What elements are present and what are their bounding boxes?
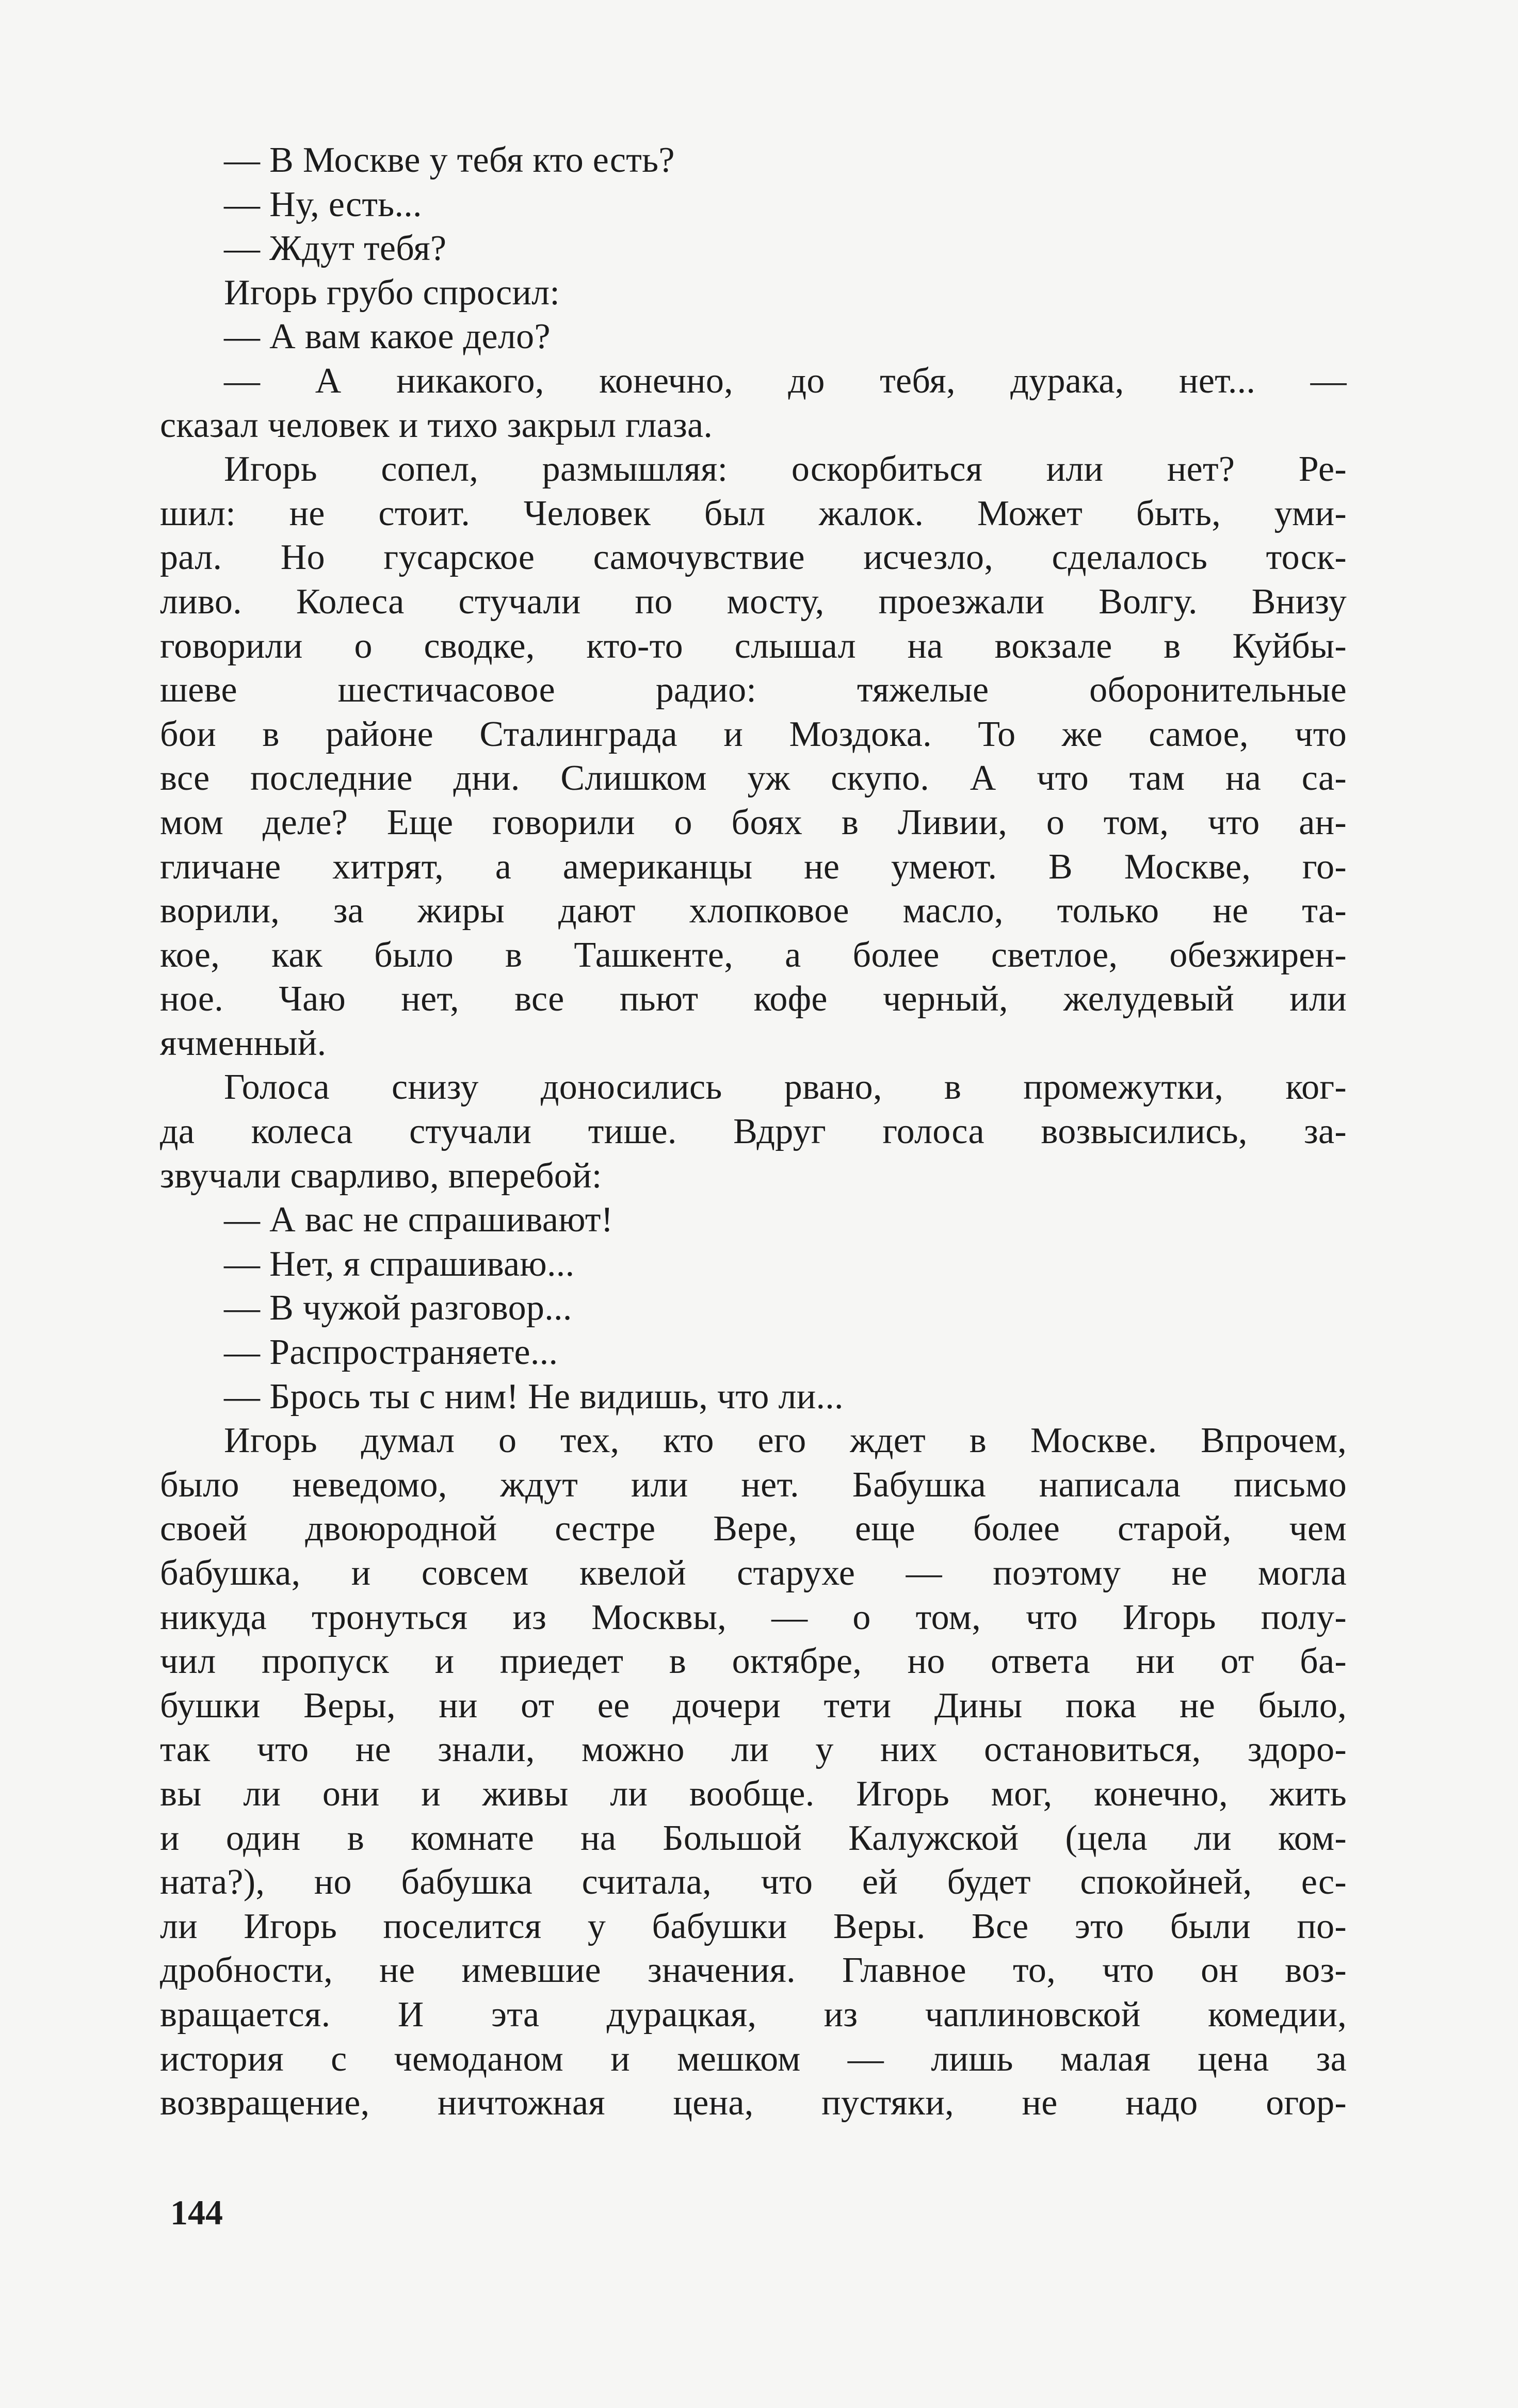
- text-line: шеве шестичасовое радио: тяжелые оборонительные: [160, 670, 1347, 710]
- text-line: своей двоюродной сестре Вере, еще более старой, чем: [160, 1509, 1347, 1549]
- text-line: ли Игорь поселится у бабушки Веры. Все это были по-: [160, 1906, 1347, 1946]
- text-line: ливо. Колеса стучали по мосту, проезжали Волгу. Внизу: [160, 581, 1347, 622]
- page-body-text: [160, 138, 1347, 2125]
- text-line: Игорь сопел, размышляя: оскорбиться или нет? Ре-: [224, 449, 1347, 490]
- text-line: ячменный.: [160, 1023, 327, 1063]
- text-line: дробности, не имевшие значения. Главное то, что он воз-: [160, 1950, 1347, 1991]
- text-line: было неведомо, ждут или нет. Бабушка написала письмо: [160, 1465, 1347, 1505]
- text-line: звучали сварливо, вперебой:: [160, 1156, 602, 1196]
- text-line: Голоса снизу доносились рвано, в промежутки, ког-: [224, 1067, 1347, 1108]
- text-line: гличане хитрят, а американцы не умеют. В Москве, го-: [160, 847, 1347, 887]
- text-line: сказал человек и тихо закрыл глаза.: [160, 405, 713, 445]
- text-line: — Распространяете...: [224, 1332, 558, 1373]
- text-line: возвращение, ничтожная цена, пустяки, не надо огор-: [160, 2083, 1347, 2123]
- text-line: — Ну, есть...: [224, 184, 422, 224]
- text-line: ное. Чаю нет, все пьют кофе черный, желудевый или: [160, 979, 1347, 1019]
- text-line: — А вам какое дело?: [224, 317, 551, 357]
- text-line: и один в комнате на Большой Калужской (цела ли ком-: [160, 1818, 1347, 1858]
- text-line: — Брось ты с ним! Не видишь, что ли...: [224, 1376, 844, 1417]
- text-line: кое, как было в Ташкенте, а более светлое, обезжирен-: [160, 935, 1347, 975]
- text-line: бои в районе Сталинграда и Моздока. То же самое, что: [160, 714, 1347, 754]
- page-number: 144: [170, 2193, 223, 2232]
- text-line: — В чужой разговор...: [224, 1288, 572, 1328]
- text-line: шил: не стоит. Человек был жалок. Может быть, уми-: [160, 493, 1347, 533]
- text-line: ворили, за жиры дают хлопковое масло, только не та-: [160, 891, 1347, 931]
- text-line: говорили о сводке, кто-то слышал на вокзале в Куйбы-: [160, 626, 1347, 666]
- text-line: да колеса стучали тише. Вдруг голоса возвысились, за-: [160, 1112, 1347, 1152]
- text-line: вращается. И эта дурацкая, из чаплиновской комедии,: [160, 1994, 1347, 2035]
- text-line: так что не знали, можно ли у них остановиться, здоро-: [160, 1730, 1347, 1770]
- text-line: чил пропуск и приедет в октябре, но ответа ни от ба-: [160, 1641, 1347, 1682]
- text-line: вы ли они и живы ли вообще. Игорь мог, конечно, жить: [160, 1774, 1347, 1814]
- text-line: Игорь грубо спросил:: [224, 272, 560, 313]
- text-line: Игорь думал о тех, кто его ждет в Москве. Впрочем,: [224, 1421, 1347, 1461]
- text-line: — В Москве у тебя кто есть?: [224, 140, 675, 180]
- text-line: все последние дни. Слишком уж скупо. А что там на са-: [160, 758, 1347, 799]
- text-line: бабушка, и совсем квелой старухе — поэтому не могла: [160, 1553, 1347, 1593]
- text-line: мом деле? Еще говорили о боях в Ливии, о том, что ан-: [160, 802, 1347, 842]
- text-line: — А вас не спрашивают!: [224, 1200, 613, 1240]
- text-line: — Ждут тебя?: [224, 229, 447, 269]
- text-line: — А никакого, конечно, до тебя, дурака, нет... —: [224, 361, 1347, 401]
- text-line: рал. Но гусарское самочувствие исчезло, сделалось тоск-: [160, 538, 1347, 578]
- text-line: бушки Веры, ни от ее дочери тети Дины пока не было,: [160, 1685, 1347, 1726]
- text-line: история с чемоданом и мешком — лишь малая цена за: [160, 2039, 1347, 2079]
- text-line: ната?), но бабушка считала, что ей будет спокойней, ес-: [160, 1862, 1347, 1902]
- text-line: никуда тронуться из Москвы, — о том, что Игорь полу-: [160, 1597, 1347, 1637]
- text-line: — Нет, я спрашиваю...: [224, 1244, 575, 1284]
